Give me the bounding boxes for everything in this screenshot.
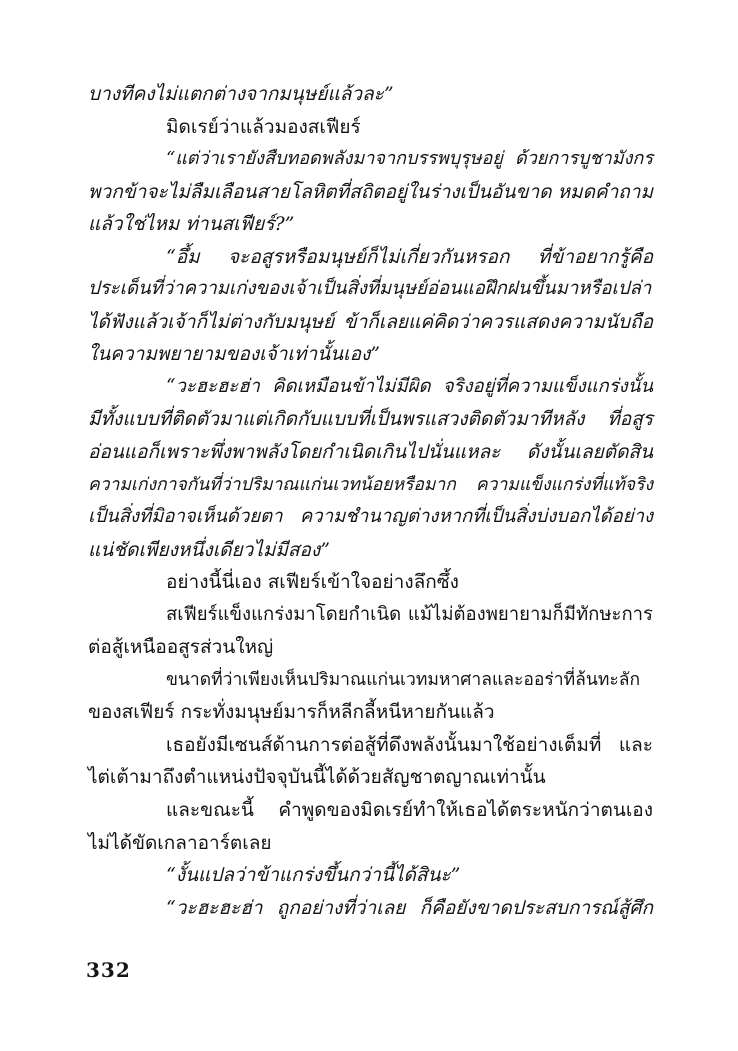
text-line: ต่อสู้เหนืออสูรส่วนใหญ่ (88, 636, 274, 659)
text-line: “วะฮะฮะฮ่า ถูกอย่างที่ว่าเลย ก็คือยังขาดประสบการณ์สู้ศึก (166, 896, 653, 919)
page-body (88, 78, 653, 924)
text-line: ไม่ได้ขัดเกลาอาร์ตเลย (88, 831, 272, 854)
page-number: 332 (86, 958, 131, 982)
text-line: ได้ฟังแล้วเจ้าก็ไม่ต่างกับมนุษย์ ข้าก็เลยแค่คิดว่าควรแสดงความนับถือ (88, 310, 653, 333)
text-line: ความเก่งกาจกันที่ว่าปริมาณแก่นเวทน้อยหรือมาก ความแข็งแกร่งที่แท้จริง (88, 474, 653, 495)
text-line: ในความพยายามของเจ้าเท่านั้นเอง” (88, 343, 381, 366)
text-line: ขนาดที่ว่าเพียงเห็นปริมาณแก่นเวทมหาศาลและออร่าที่ล้นทะลัก (166, 669, 641, 690)
text-line: “งั้นแปลว่าข้าแกร่งขึ้นกว่านี้ได้สินะ” (166, 864, 461, 887)
text-line: พวกข้าจะไม่ลืมเลือนสายโลหิตที่สถิตอยู่ในร่างเป็นอันขาด หมดคำถาม (88, 180, 653, 203)
text-line: “แต่ว่าเรายังสืบทอดพลังมาจากบรรพบุรุษอยู่ ด้วยการบูชามังกร (166, 148, 653, 170)
text-line: อ่อนแอก็เพราะพึ่งพาพลังโดยกำเนิดเกินไปนั่นแหละ ดังนั้นเลยตัดสิน (88, 441, 653, 464)
text-line: สเฟียร์แข็งแกร่งมาโดยกำเนิด แม้ไม่ต้องพยายามก็มีทักษะการ (166, 603, 653, 625)
text-line: มิดเรย์ว่าแล้วมองสเฟียร์ (166, 115, 361, 138)
text-line: ประเด็นที่ว่าความเก่งของเจ้าเป็นสิ่งที่มนุษย์อ่อนแอฝึกฝนขึ้นมาหรือเปล่า (88, 278, 652, 300)
text-line: แล้วใช่ไหม ท่านสเฟียร์?” (88, 213, 295, 236)
text-line: “อึ้ม จะอสูรหรือมนุษย์ก็ไม่เกี่ยวกันหรอก ที่ข้าอยากรู้คือ (166, 245, 653, 268)
text-line: “วะฮะฮะฮ่า คิดเหมือนข้าไม่มีผิด จริงอยู่ที่ความแข็งแกร่งนั้น (166, 375, 653, 397)
text-line: เป็นสิ่งที่มิอาจเห็นด้วยตา ความชำนาญต่างหากที่เป็นสิ่งบ่งบอกได้อย่าง (88, 506, 653, 528)
text-line: และขณะนี้ คำพูดของมิดเรย์ทำให้เธอได้ตระหนักว่าตนเอง (166, 799, 653, 822)
text-line: ไต่เต้ามาถึงตำแหน่งปัจจุบันนี้ได้ด้วยสัญชาตญาณเท่านั้น (88, 766, 546, 789)
text-line: ของสเฟียร์ กระทั่งมนุษย์มารก็หลีกลี้หนีหายกันแล้ว (88, 701, 495, 724)
text-line: มีทั้งแบบที่ติดตัวมาแต่เกิดกับแบบที่เป็นพรแสวงติดตัวมาทีหลัง ที่อสูร (88, 408, 653, 431)
text-line: บางทีคงไม่แตกต่างจากมนุษย์แล้วละ” (88, 83, 394, 105)
text-line: แน่ชัดเพียงหนึ่งเดียวไม่มีสอง” (88, 538, 330, 561)
text-line: อย่างนี้นี่เอง สเฟียร์เข้าใจอย่างลึกซึ้ง (166, 571, 459, 594)
text-line: เธอยังมีเซนส์ด้านการต่อสู้ที่ดึงพลังนั้นมาใช้อย่างเต็มที่ และ (166, 733, 653, 756)
